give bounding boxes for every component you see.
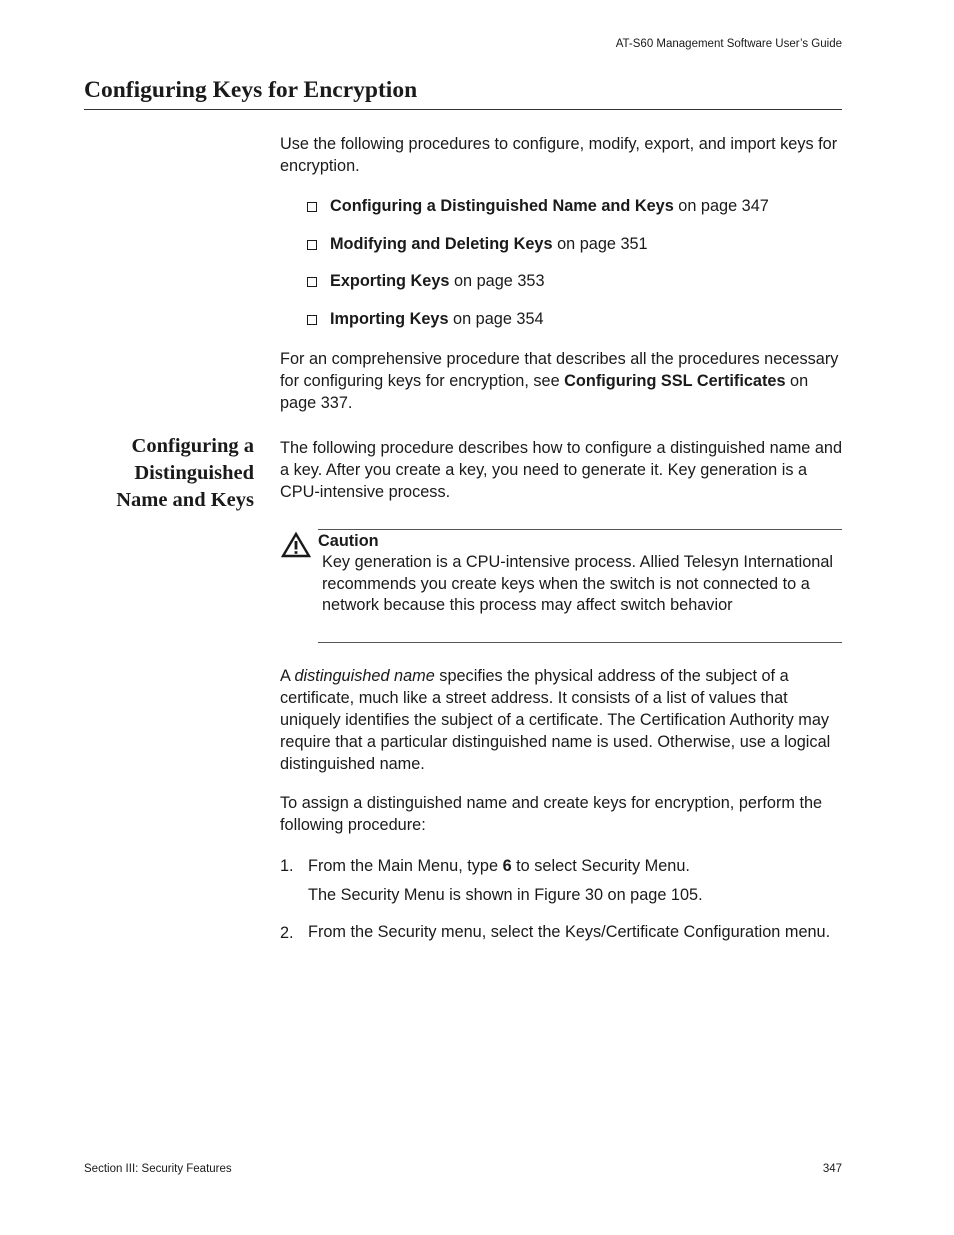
procedure-link[interactable]: Modifying and Deleting Keys (330, 235, 553, 253)
dn-text: specifies the physical address of the subject of a certificate, much like a street address. It consists of a list of values that uniquely identifies the subject of a certificate. The Certification Authority may require that a particular distinguished name is used. Otherwise, use a logical distinguished name. (280, 667, 831, 773)
assign-paragraph: To assign a distinguished name and create keys for encryption, perform the following procedure: (280, 794, 823, 834)
procedure-link[interactable]: Configuring a Distinguished Name and Keys (330, 197, 674, 215)
footer-page-number: 347 (822, 1163, 842, 1175)
step-key: 6 (502, 857, 512, 875)
procedure-item (307, 270, 545, 292)
checkbox-bullet-icon (307, 202, 317, 212)
procedure-page-ref: on page 351 (552, 235, 648, 253)
comprehensive-paragraph (280, 348, 845, 414)
checkbox-bullet-icon (307, 240, 317, 250)
running-header: AT-S60 Management Software User’s Guide (615, 38, 842, 50)
ssl-certificates-link[interactable]: Configuring SSL Certificates (564, 372, 786, 390)
title-divider (84, 109, 842, 110)
intro-paragraph: Use the following procedures to configure, modify, export, and import keys for encryption. (280, 135, 838, 175)
step-note: The Security Menu is shown in Figure 30 on page 105. (308, 886, 703, 904)
subsection-heading-line: Distinguished (134, 462, 254, 484)
caution-heading: Caution (318, 532, 379, 550)
subsection-heading (84, 433, 254, 514)
subsection-intro: The following procedure describes how to configure a distinguished name and a key. After you create a key, you need to generate it. Key generation is a CPU-intensive process. (280, 439, 843, 501)
distinguished-name-paragraph (280, 665, 845, 775)
dn-term: distinguished name (294, 667, 435, 685)
footer-section-label: Section III: Security Features (84, 1163, 232, 1175)
procedure-link[interactable]: Importing Keys (330, 310, 449, 328)
subsection-heading-line: Name and Keys (116, 489, 254, 511)
procedure-item (307, 195, 769, 217)
comprehensive-page-ref: on page 337. (280, 372, 809, 412)
procedure-page-ref: on page 354 (448, 310, 544, 328)
caution-top-divider (318, 529, 842, 530)
procedure-page-ref: on page 347 (673, 197, 769, 215)
step-number: 1. (280, 857, 294, 875)
subsection-heading-line: Configuring a (131, 435, 254, 457)
section-title: Configuring Keys for Encryption (84, 77, 418, 103)
procedure-item (307, 233, 648, 255)
step-number: 2. (280, 924, 294, 942)
step-text: From the Security menu, select the Keys/Certificate Configuration menu. (308, 923, 831, 941)
procedure-page-ref: on page 353 (449, 272, 545, 290)
step-text (308, 855, 848, 877)
caution-text: Key generation is a CPU-intensive process. Allied Telesyn International recommends you create keys when the switch is not connected to a network because this process may affect switch behavior (322, 553, 834, 615)
dn-prefix: A (280, 667, 295, 685)
caution-bottom-divider (318, 642, 842, 643)
procedure-link[interactable]: Exporting Keys (330, 272, 450, 290)
checkbox-bullet-icon (307, 277, 317, 287)
step-text-part: to select Security Menu. (511, 857, 690, 875)
step-text-part: From the Main Menu, type (308, 857, 503, 875)
procedure-item (307, 308, 544, 330)
warning-triangle-icon (281, 532, 311, 563)
comprehensive-text: For an comprehensive procedure that describes all the procedures necessary for configuring keys for encryption, see (280, 350, 839, 390)
checkbox-bullet-icon (307, 315, 317, 325)
